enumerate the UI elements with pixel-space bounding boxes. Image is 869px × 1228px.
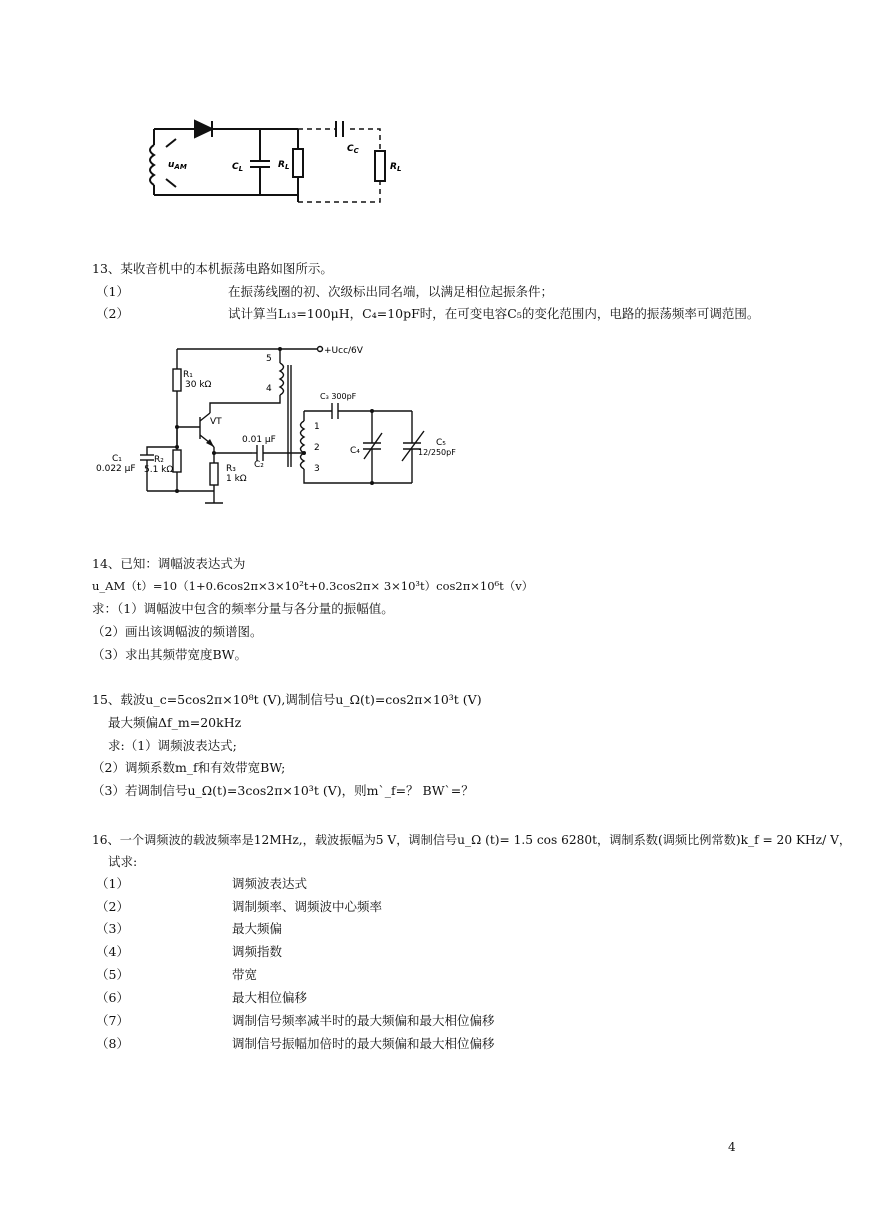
q14-title: 14、已知：调幅波表达式为 [92, 556, 246, 571]
tap-4-label: 4 [266, 384, 272, 394]
c3-label: C₃ 300pF [320, 392, 357, 401]
r3-value: 1 kΩ [226, 474, 247, 484]
rl2-label: $R_L$ [390, 162, 402, 173]
r2-value: 5.1 kΩ [144, 465, 174, 475]
q16-item-2-num: （2） [96, 899, 129, 914]
tap-2-label: 2 [314, 443, 320, 453]
q13-title: 13、某收音机中的本机振荡电路如图所示。 [92, 261, 333, 276]
q15-line-3: （2）调频系数m_f和有效带宽BW; [92, 760, 286, 775]
q16-item-1-text: 调频波表达式 [232, 876, 308, 891]
c4-label: C₄ [350, 446, 360, 456]
q16-item-4-text: 调频指数 [232, 944, 283, 959]
r2-label: R₂ [154, 455, 164, 465]
vt-label: VT [210, 417, 222, 427]
oscillator-circuit-figure [92, 335, 467, 520]
r3-label: R₃ [226, 464, 236, 474]
q14-line-2: （2）画出该调幅波的频谱图。 [92, 624, 263, 639]
q13-item-1-text: 在振荡线圈的初、次级标出同名端，以满足相位起振条件； [228, 284, 554, 299]
q16-item-1-num: （1） [96, 876, 129, 891]
tap-5-label: 5 [266, 354, 272, 364]
q16-item-3-text: 最大频偏 [232, 921, 283, 936]
cc-label: $C_C$ [347, 144, 359, 155]
q16-item-5-text: 带宽 [232, 967, 258, 982]
q16-item-7-text: 调制信号频率减半时的最大频偏和最大相位偏移 [232, 1013, 495, 1028]
q16-item-7-num: （7） [96, 1013, 129, 1028]
tap-3-label: 3 [314, 464, 320, 474]
q16-continuation: 试求: [108, 854, 138, 869]
q13-item-2-num: （2） [96, 306, 129, 321]
q16-title: 16、一个调频波的载波频率是12MHz,，载波振幅为5 V，调制信号u_Ω (t)= 1.5 cos 6280t，调制系数(调频比例常数)k_f = 20 KHz/ V， [92, 833, 852, 847]
detector-circuit-figure [140, 115, 420, 215]
q14-expression: u_AM（t）=10（1+0.6cos2π×3×10²t+0.3cos2π× 3×10³t）cos2π×10⁶t（v） [92, 579, 534, 593]
q16-item-8-text: 调制信号振幅加倍时的最大频偏和最大相位偏移 [232, 1036, 495, 1051]
c2-label: C₂ [254, 460, 264, 470]
q14-line-3: （3）求出其频带宽度BW。 [92, 647, 247, 662]
vcc-label: +Ucc/6V [324, 346, 363, 356]
q16-item-4-num: （4） [96, 944, 129, 959]
q16-item-8-num: （8） [96, 1036, 129, 1051]
q15-line-4: （3）若调制信号u_Ω(t)=3cos2π×10³t (V)，则m`_f=？ BW`=？ [92, 783, 474, 798]
tap-1-label: 1 [314, 422, 320, 432]
q14-line-1: 求：（1）调幅波中包含的频率分量与各分量的振幅值。 [92, 601, 394, 616]
q15-line-1: 最大频偏Δf_m=20kHz [108, 715, 242, 730]
c5-label: C₅ [436, 438, 446, 448]
q16-item-5-num: （5） [96, 967, 129, 982]
q16-item-3-num: （3） [96, 921, 129, 936]
coupling-cap-value: 0.01 μF [242, 435, 276, 445]
c5-value: 12/250pF [418, 448, 456, 457]
uam-label: $u_{AM}$ [168, 160, 187, 171]
q13-item-1-num: （1） [96, 284, 129, 299]
c1-label: C₁ [112, 454, 122, 464]
q16-item-2-text: 调制频率、调频波中心频率 [232, 899, 383, 914]
q15-title: 15、载波u_c=5cos2π×10⁸t (V),调制信号u_Ω(t)=cos2π×10³t (V) [92, 692, 482, 707]
page-number: 4 [728, 1140, 736, 1154]
q15-line-2: 求:（1）调频波表达式; [108, 738, 237, 753]
cl-label: $C_L$ [232, 162, 244, 173]
q16-item-6-num: （6） [96, 990, 129, 1005]
r1-value: 30 kΩ [185, 380, 212, 390]
c1-value: 0.022 μF [96, 464, 136, 474]
r1-label: R₁ [183, 370, 193, 380]
rl-label: $R_L$ [278, 160, 290, 171]
q13-item-2-text: 试计算当L₁₃=100μH，C₄=10pF时，在可变电容C₅的变化范围内，电路的振荡频率可调范围。 [228, 306, 760, 321]
q16-item-6-text: 最大相位偏移 [232, 990, 308, 1005]
